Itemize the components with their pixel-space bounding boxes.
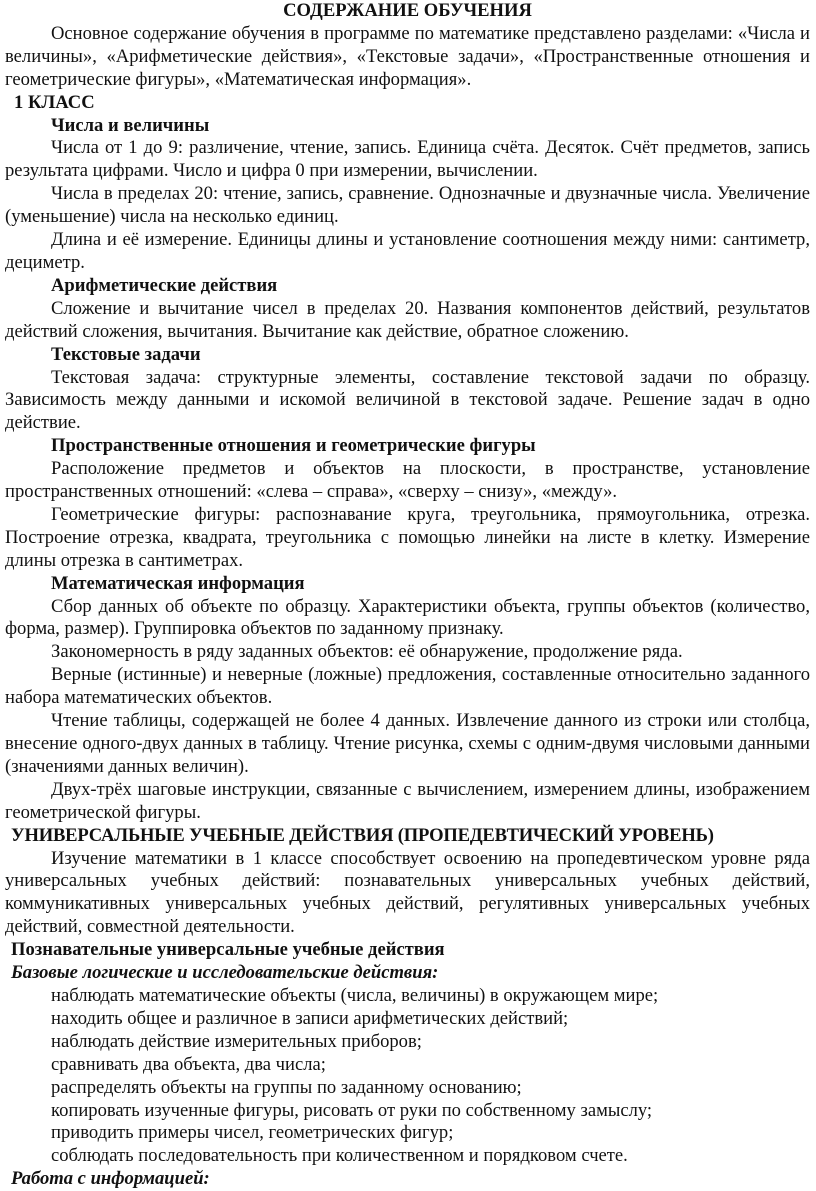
list-item: копировать изученные фигуры, рисовать от руки по собственному замыслу;	[51, 1099, 653, 1121]
list-item: наблюдать математические объекты (числа, величины) в окружающем мире;	[51, 984, 659, 1006]
list-item: распределять объекты на группы по заданному основанию;	[51, 1076, 522, 1098]
paragraph: Геометрические фигуры: распознавание круга, треугольника, прямоугольника, отрезка. Построение отрезка, квадрата, треугольника с помощью линейки на листе в клетку. Измерение длины отрезка в сантиметрах.	[5, 503, 810, 571]
page-title: СОДЕРЖАНИЕ ОБУЧЕНИЯ	[283, 0, 532, 21]
list-item: находить общее и различное в записи арифметических действий;	[51, 1007, 569, 1029]
uud-heading: УНИВЕРСАЛЬНЫЕ УЧЕБНЫЕ ДЕЙСТВИЯ (ПРОПЕДЕВТИЧЕСКИЙ УРОВЕНЬ)	[11, 824, 714, 846]
list-item: приводить примеры чисел, геометрических фигур;	[51, 1122, 454, 1144]
paragraph: Сложение и вычитание чисел в пределах 20. Названия компонентов действий, результатов действий сложения, вычитания. Вычитание как действие, обратное сложению.	[5, 297, 810, 342]
section-heading-arithmetic: Арифметические действия	[51, 274, 278, 296]
grade-heading: 1 КЛАСС	[14, 91, 95, 113]
paragraph: Расположение предметов и объектов на плоскости, в пространстве, установление пространственных отношений: «слева – справа», «сверху – снизу», «между».	[5, 458, 810, 503]
paragraph: Верные (истинные) и неверные (ложные) предложения, составленные относительно заданного набора математических объектов.	[5, 664, 810, 709]
section-heading-word-problems: Текстовые задачи	[51, 343, 201, 365]
list-item: соблюдать последовательность при количественном и порядковом счете.	[51, 1145, 628, 1167]
paragraph: Двух-трёх шаговые инструкции, связанные с вычислением, измерением длины, изображением геометрической фигуры.	[5, 778, 810, 823]
list-item: сравнивать два объекта, два числа;	[51, 1053, 326, 1075]
cognitive-heading: Познавательные универсальные учебные действия	[11, 939, 445, 961]
paragraph: Чтение таблицы, содержащей не более 4 данных. Извлечение данного из строки или столбца, внесение одного-двух данных в таблицу. Чтение рисунка, схемы с одним-двумя числовыми данными (значениями данных величин).	[5, 710, 810, 777]
paragraph: Числа в пределах 20: чтение, запись, сравнение. Однозначные и двузначные числа. Увеличение (уменьшение) числа на несколько единиц.	[5, 183, 810, 228]
section-heading-geometry: Пространственные отношения и геометрические фигуры	[51, 435, 536, 457]
paragraph: Закономерность в ряду заданных объектов: её обнаружение, продолжение ряда.	[51, 641, 683, 663]
list-item: наблюдать действие измерительных приборов;	[51, 1030, 422, 1052]
paragraph: Сбор данных об объекте по образцу. Характеристики объекта, группы объектов (количество, форма, размер). Группировка объектов по заданному признаку.	[5, 595, 810, 640]
paragraph: Числа от 1 до 9: различение, чтение, запись. Единица счёта. Десяток. Счёт предметов, запись результата цифрами. Число и цифра 0 при измерении, вычислении.	[5, 137, 810, 182]
section-heading-math-info: Математическая информация	[51, 572, 305, 594]
info-work-heading: Работа с информацией:	[11, 1168, 210, 1190]
logical-actions-heading: Базовые логические и исследовательские действия:	[11, 962, 439, 984]
paragraph: Текстовая задача: структурные элементы, составление текстовой задачи по образцу. Зависимость между данными и искомой величиной в текстовой задаче. Решение задач в одно действие.	[5, 366, 810, 434]
paragraph: Длина и её измерение. Единицы длины и установление соотношения между ними: сантиметр, дециметр.	[5, 229, 810, 273]
section-heading-numbers: Числа и величины	[51, 114, 210, 136]
uud-intro-paragraph: Изучение математики в 1 классе способствует освоению на пропедевтическом уровне ряда универсальных учебных действий: познавательных универсальных учебных действий, коммуникативных универсальных учебных действий, регулятивных универсальных учебных действий, совместной деятельности.	[5, 847, 810, 938]
intro-paragraph: Основное содержание обучения в программе по математике представлено разделами: «Числа и величины», «Арифметические действия», «Текстовые задачи», «Пространственные отношения и геометрические фигуры», «Математическая информация».	[5, 22, 810, 90]
